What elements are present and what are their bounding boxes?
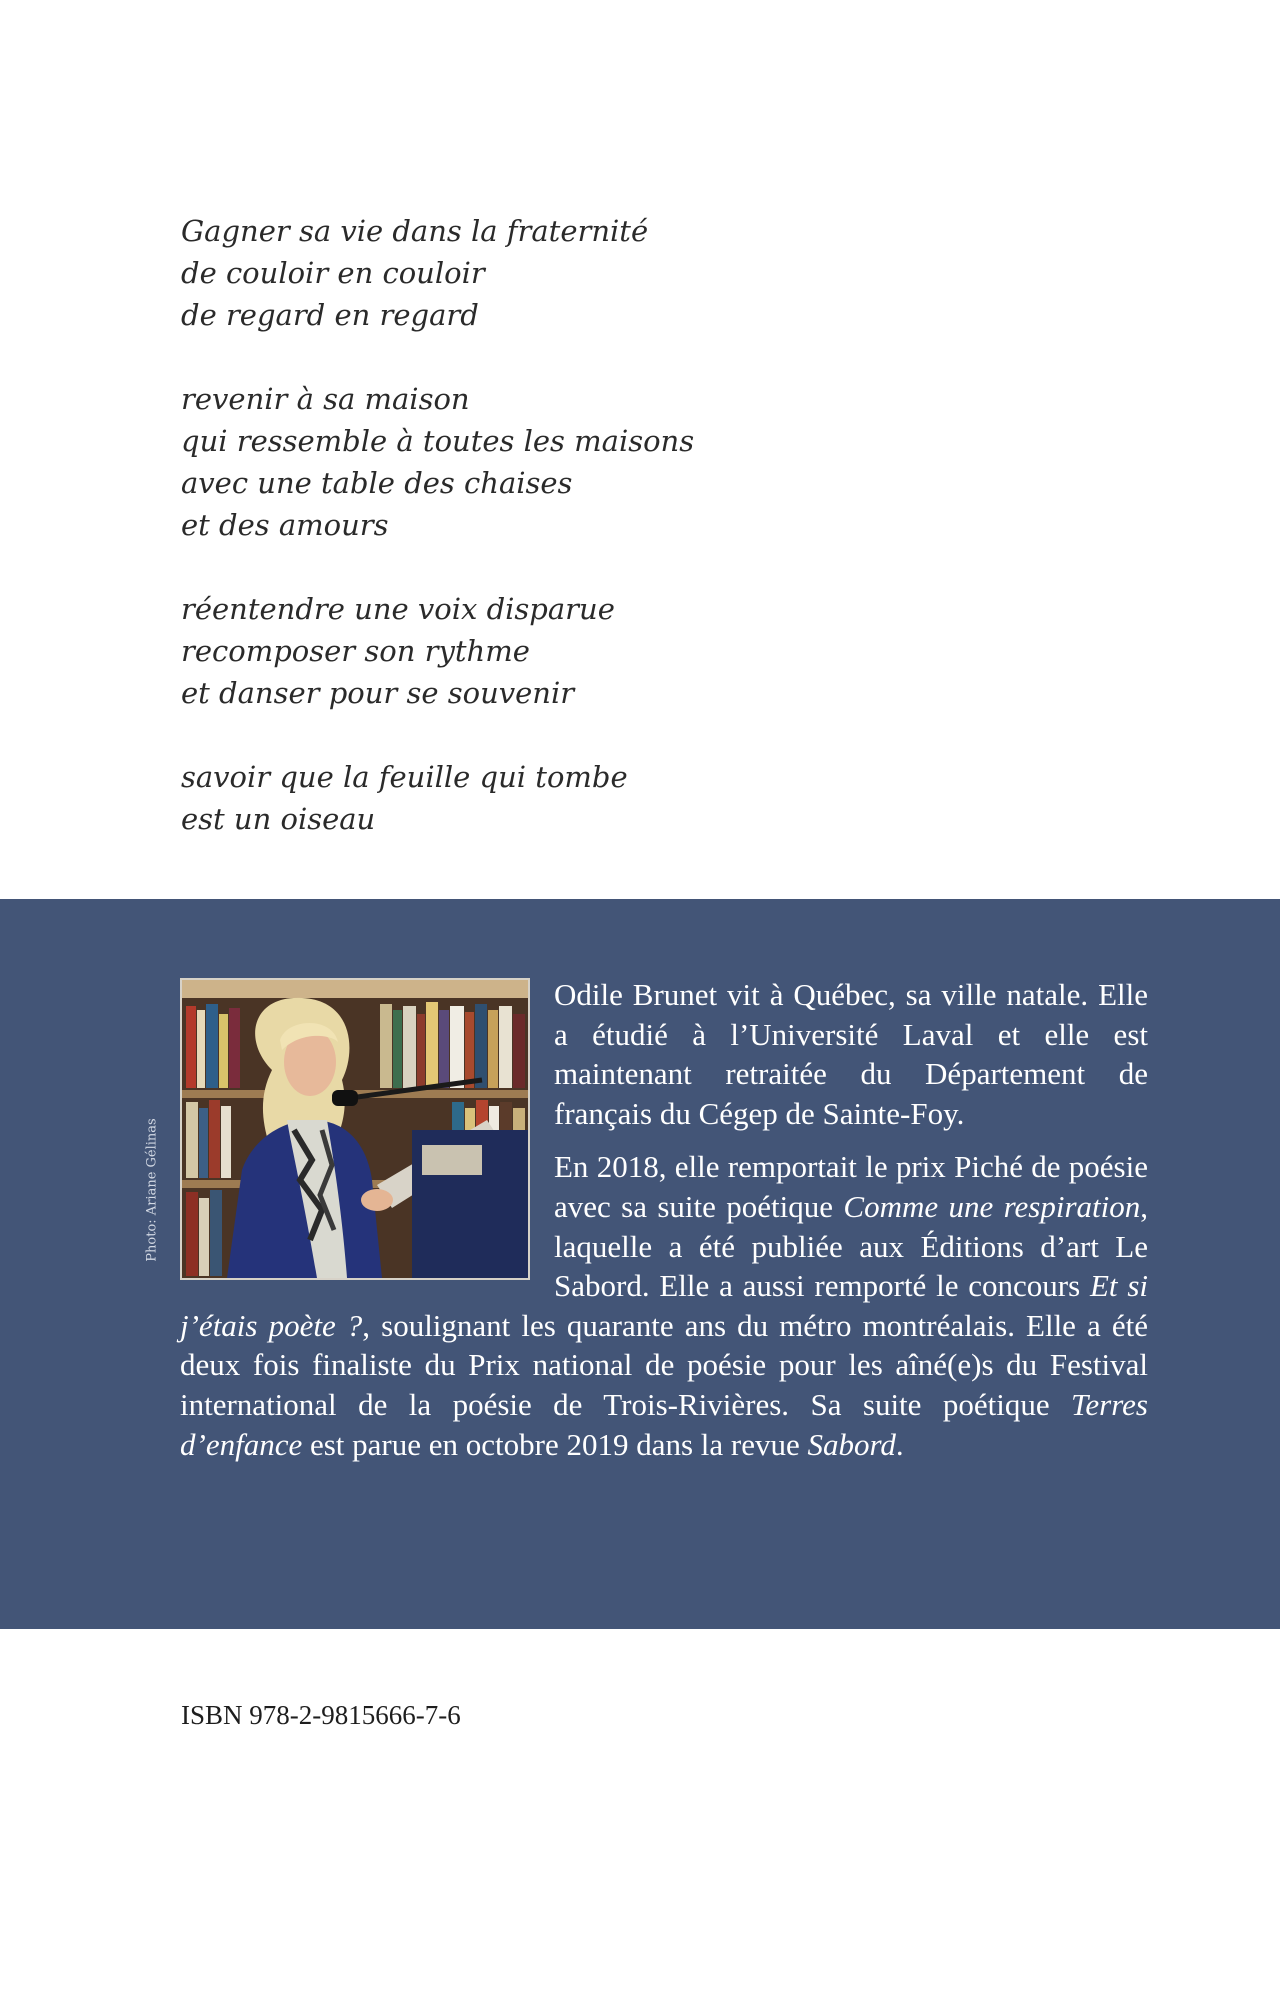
review-title: Sabord: [807, 1426, 896, 1462]
photo-spacer: [180, 975, 554, 1281]
poem-line: savoir que la feuille qui tombe: [181, 760, 628, 794]
poem: [181, 210, 694, 840]
bio-text: En 2018, elle remportait le prix Piché de poésie avec sa suite poétique: [554, 1149, 1148, 1224]
poem-line: et des amours: [181, 508, 389, 542]
poem-line: est un oiseau: [181, 802, 376, 836]
bio-paragraph-1: Odile Brunet vit à Québec, sa ville natale. Elle a étudié à l’Université Laval et elle est maintenant retraitée du Département de français du Cégep de Sainte-Foy.: [554, 977, 1148, 1131]
poem-line: avec une table des chaises: [181, 466, 573, 500]
poem-line: recomposer son rythme: [181, 634, 530, 668]
poem-line: qui ressemble à toutes les maisons: [181, 424, 695, 458]
poem-line: revenir à sa maison: [181, 382, 470, 416]
bio-text: , laquelle a été publiée aux Éditions d’art Le Sabord. Elle a aussi remporté le concours: [554, 1188, 1148, 1304]
bio-text: est parue en octobre 2019 dans la revue: [302, 1426, 808, 1462]
contest-title: Et si j’étais poète ?: [180, 1268, 1149, 1343]
poem-line: et danser pour se souvenir: [181, 676, 575, 710]
photo-credit: [132, 1090, 172, 1290]
poem-stanza-4: [181, 756, 694, 840]
poem-line: de regard en regard: [181, 298, 479, 332]
book-title: Comme une respiration: [843, 1188, 1141, 1224]
isbn: ISBN 978-2-9815666-7-6: [181, 1700, 461, 1730]
poem-stanza-3: [181, 588, 694, 714]
bio-text: .: [895, 1426, 904, 1462]
poem-stanza-1: [181, 210, 694, 336]
poem-line: Gagner sa vie dans la fraternité: [181, 214, 649, 248]
book-title: Terres d’enfance: [180, 1386, 1148, 1462]
author-bio: [180, 975, 1148, 1464]
bio-text: , soulignant les quarante ans du métro montréalais. Elle a été deux fois finaliste du Prix national de poésie pour les aîné(e)s du Festival international de la poésie de Trois-Rivières. Sa suite poétique: [180, 1307, 1149, 1422]
photo-credit-text: Photo: Ariane Gélinas: [144, 1118, 160, 1262]
poem-line: réentendre une voix disparue: [181, 592, 615, 626]
poem-stanza-2: [181, 378, 694, 546]
poem-line: de couloir en couloir: [181, 256, 485, 290]
